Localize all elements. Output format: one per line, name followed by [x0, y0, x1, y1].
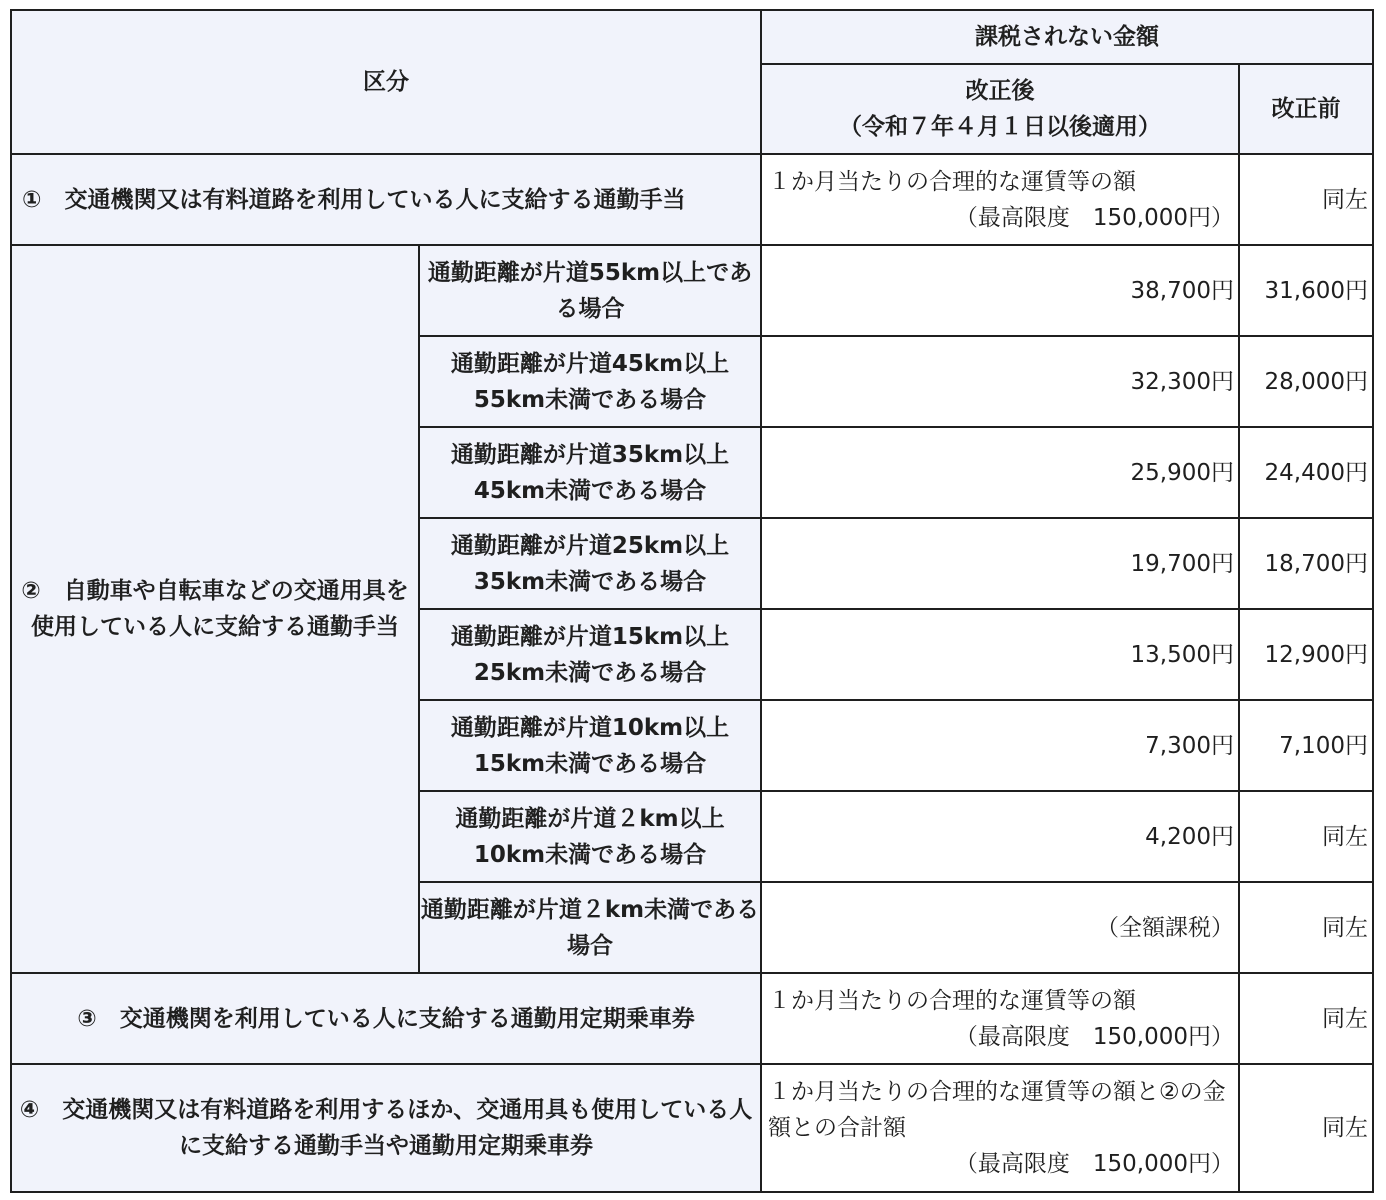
after-revision-header: [761, 64, 1239, 154]
row3-after-max: （最高限度 150,000円）: [954, 1023, 1234, 1050]
row2-tier-before: 31,600円: [1239, 245, 1373, 336]
row1-label: ① 交通機関又は有料道路を利用している人に支給する通勤手当: [11, 154, 761, 245]
row3-after-text: １か月当たりの合理的な運賃等の額: [768, 987, 1136, 1014]
row2-tier-distance: 通勤距離が片道35km以上45km未満である場合: [419, 427, 761, 518]
table-row: [11, 245, 1373, 336]
row2-label: ② 自動車や自転車などの交通用具を使用している人に支給する通勤手当: [11, 245, 419, 973]
row2-tier-after: 7,300円: [761, 700, 1239, 791]
row1-before: 同左: [1239, 154, 1373, 245]
row2-tier-after: 32,300円: [761, 336, 1239, 427]
after-revision-title: 改正後: [965, 78, 1035, 104]
row2-tier-distance: 通勤距離が片道45km以上55km未満である場合: [419, 336, 761, 427]
row3-label: ③ 交通機関を利用している人に支給する通勤用定期乗車券: [11, 973, 761, 1064]
row2-tier-before: 同左: [1239, 791, 1373, 882]
row1-after-text: １か月当たりの合理的な運賃等の額: [768, 168, 1136, 195]
untaxed-amount-header: 課税されない金額: [761, 10, 1373, 64]
category-header: 区分: [11, 10, 761, 154]
row2-tier-after: （全額課税）: [761, 882, 1239, 973]
row4-after-max: （最高限度 150,000円）: [954, 1151, 1234, 1177]
row2-tier-before: 24,400円: [1239, 427, 1373, 518]
before-revision-header: 改正前: [1239, 64, 1373, 154]
row2-tier-distance: 通勤距離が片道10km以上15km未満である場合: [419, 700, 761, 791]
table-row: [11, 154, 1373, 245]
row2-tier-distance: 通勤距離が片道55km以上である場合: [419, 245, 761, 336]
row4-label: ④ 交通機関又は有料道路を利用するほか、交通用具も使用している人に支給する通勤手当や通勤用定期乗車券: [11, 1064, 761, 1192]
row2-tier-before: 18,700円: [1239, 518, 1373, 609]
row4-after-cell: [761, 1064, 1239, 1192]
row2-tier-before: 7,100円: [1239, 700, 1373, 791]
row1-after-max: （最高限度 150,000円）: [954, 204, 1234, 231]
row1-after-cell: [761, 154, 1239, 245]
row2-tier-after: 13,500円: [761, 609, 1239, 700]
row3-after-cell: [761, 973, 1239, 1064]
after-revision-note: （令和７年４月１日以後適用）: [839, 114, 1161, 140]
row2-tier-before: 同左: [1239, 882, 1373, 973]
row4-after-text: １か月当たりの合理的な運賃等の額と②の金額との合計額: [768, 1079, 1226, 1141]
row2-tier-after: 4,200円: [761, 791, 1239, 882]
table-row: [11, 973, 1373, 1064]
commuting-allowance-table: [10, 9, 1374, 1193]
row2-tier-distance: 通勤距離が片道15km以上25km未満である場合: [419, 609, 761, 700]
row2-tier-before: 12,900円: [1239, 609, 1373, 700]
header-row: [11, 10, 1373, 64]
row2-tier-after: 25,900円: [761, 427, 1239, 518]
table-row: [11, 1064, 1373, 1192]
row3-before: 同左: [1239, 973, 1373, 1064]
row2-tier-distance: 通勤距離が片道25km以上35km未満である場合: [419, 518, 761, 609]
row2-tier-distance: 通勤距離が片道２km以上10km未満である場合: [419, 791, 761, 882]
row2-tier-after: 19,700円: [761, 518, 1239, 609]
row2-tier-after: 38,700円: [761, 245, 1239, 336]
row2-tier-before: 28,000円: [1239, 336, 1373, 427]
row2-tier-distance: 通勤距離が片道２km未満である場合: [419, 882, 761, 973]
row4-before: 同左: [1239, 1064, 1373, 1192]
